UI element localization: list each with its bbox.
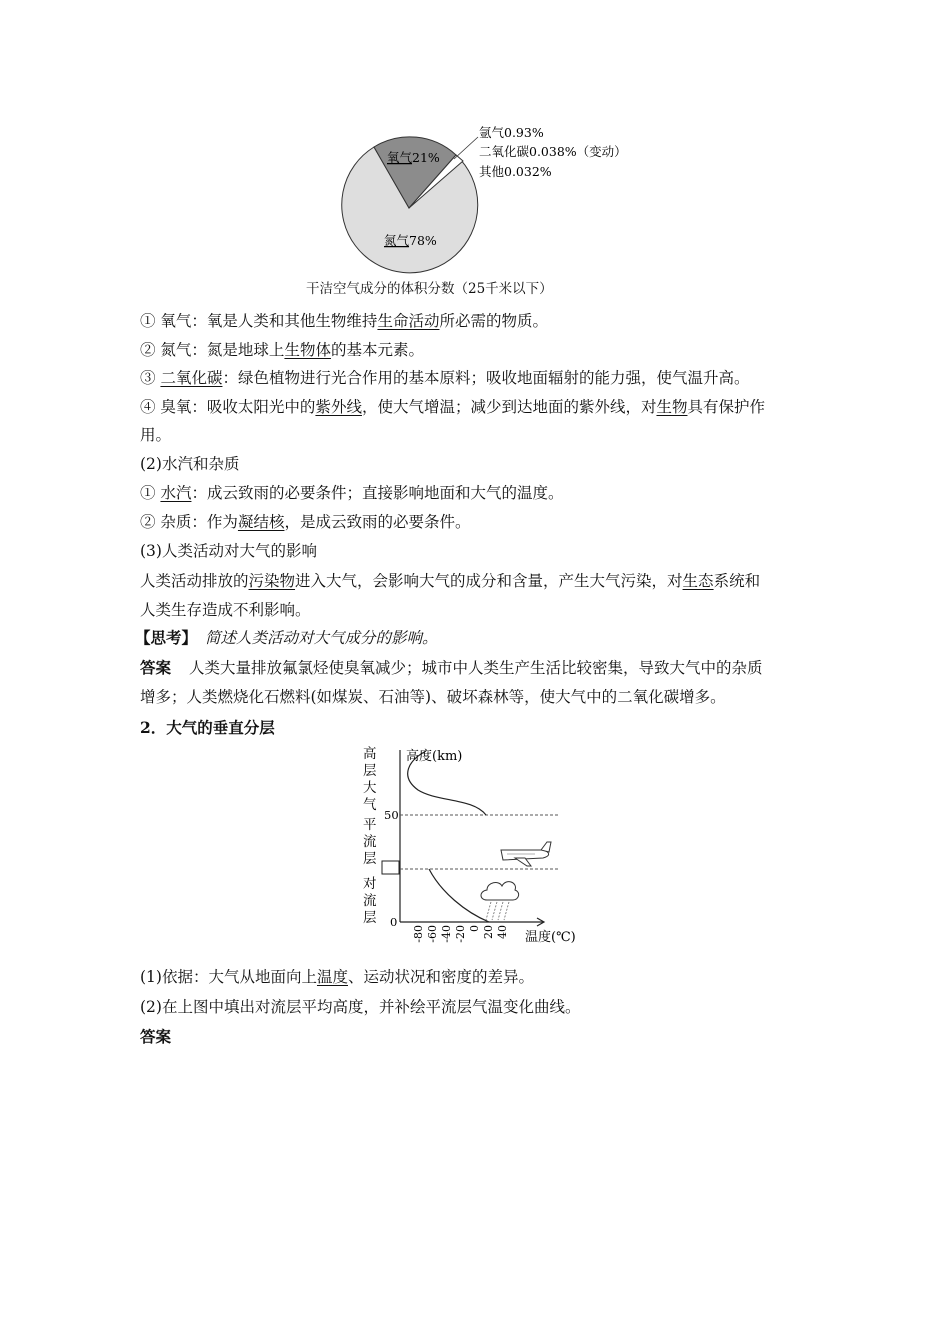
callout-argon: 氩气0.93% — [479, 125, 544, 140]
y-axis-label: 高度(km) — [406, 749, 463, 764]
pie-chart — [330, 115, 670, 300]
x-axis-label: 温度(℃) — [525, 930, 576, 945]
para-human: 人类活动排放的污染物进入大气，会影响大气的成分和含量，产生大气污染，对生态系统和 — [140, 572, 761, 590]
svg-text:流: 流 — [363, 893, 377, 909]
callout-line — [454, 137, 478, 159]
section-water-impurity: (2)水汽和杂质 — [140, 455, 240, 473]
basis-line: (1)依据：大气从地面向上温度、运动状况和密度的差异。 — [140, 968, 534, 986]
para-water: ① 水汽：成云致雨的必要条件；直接影响地面和大气的温度。 — [140, 484, 564, 502]
troposphere-curve — [429, 869, 489, 922]
callout-other: 其他0.032% — [479, 164, 552, 179]
think-question: 【思考】 简述人类活动对大气成分的影响。 — [135, 628, 438, 647]
label-troposphere — [363, 876, 377, 926]
x-tick-m80: -80 — [412, 925, 425, 943]
svg-text:层: 层 — [363, 910, 377, 926]
tropopause-height-blank[interactable] — [382, 861, 399, 874]
label-upper-atmosphere — [363, 745, 377, 813]
para-co2: ③ 二氧化碳：绿色植物进行光合作用的基本原料；吸收地面辐射的能力强，使气温升高。 — [140, 369, 750, 387]
para-ozone-cont: 用。 — [140, 426, 172, 444]
x-tick-40: 40 — [496, 925, 509, 939]
callout-co2: 二氧化碳0.038%（变动） — [479, 144, 627, 159]
svg-text:大: 大 — [363, 780, 377, 796]
svg-text:平: 平 — [363, 817, 377, 833]
x-tick-labels — [412, 925, 509, 943]
section-human-impact: (3)人类活动对大气的影响 — [140, 542, 317, 560]
svg-text:流: 流 — [363, 834, 377, 850]
label-stratosphere — [363, 817, 377, 867]
airplane-icon — [501, 842, 551, 866]
y-tick-50: 50 — [384, 808, 399, 822]
para-human-cont: 人类生存造成不利影响。 — [140, 601, 311, 619]
svg-text:层: 层 — [363, 851, 377, 867]
para-ozone: ④ 臭氧：吸收太阳光中的紫外线，使大气增温；减少到达地面的紫外线，对生物具有保护作 — [140, 398, 765, 416]
rain-cloud-icon — [481, 882, 519, 920]
para-oxygen: ① 氧气：氧是人类和其他生物维持生命活动所必需的物质。 — [140, 312, 548, 330]
pie-caption: 干洁空气成分的体积分数（25千米以下） — [306, 281, 553, 297]
atmosphere-layer-diagram — [355, 742, 595, 947]
x-tick-m20: -20 — [454, 925, 467, 943]
svg-text:高: 高 — [363, 746, 377, 762]
para-impurity: ② 杂质：作为凝结核，是成云致雨的必要条件。 — [140, 513, 471, 531]
section-vertical-layers: 2．大气的垂直分层 — [140, 718, 275, 737]
svg-text:对: 对 — [363, 876, 377, 892]
answer-label: 答案 — [140, 1027, 172, 1046]
x-tick-20: 20 — [482, 925, 495, 939]
answer-line-2: 增多；人类燃烧化石燃料(如煤炭、石油等)、破坏森林等，使大气中的二氧化碳增多。 — [140, 688, 726, 706]
svg-text:层: 层 — [363, 763, 377, 779]
x-tick-m40: -40 — [440, 925, 453, 943]
y-tick-0: 0 — [390, 915, 398, 929]
svg-text:气: 气 — [363, 797, 377, 813]
para-nitrogen: ② 氮气：氮是地球上生物体的基本元素。 — [140, 341, 424, 359]
answer-line-1: 答案 人类大量排放氟氯烃使臭氧减少；城市中人类生产生活比较密集，导致大气中的杂质 — [140, 658, 763, 677]
pie-label-nitrogen: 氮气78% — [384, 233, 437, 248]
x-tick-0: 0 — [468, 925, 481, 932]
task-line: (2)在上图中填出对流层平均高度，并补绘平流层气温变化曲线。 — [140, 998, 581, 1016]
pie-label-oxygen: 氧气21% — [387, 150, 440, 165]
x-tick-m60: -60 — [426, 925, 439, 943]
